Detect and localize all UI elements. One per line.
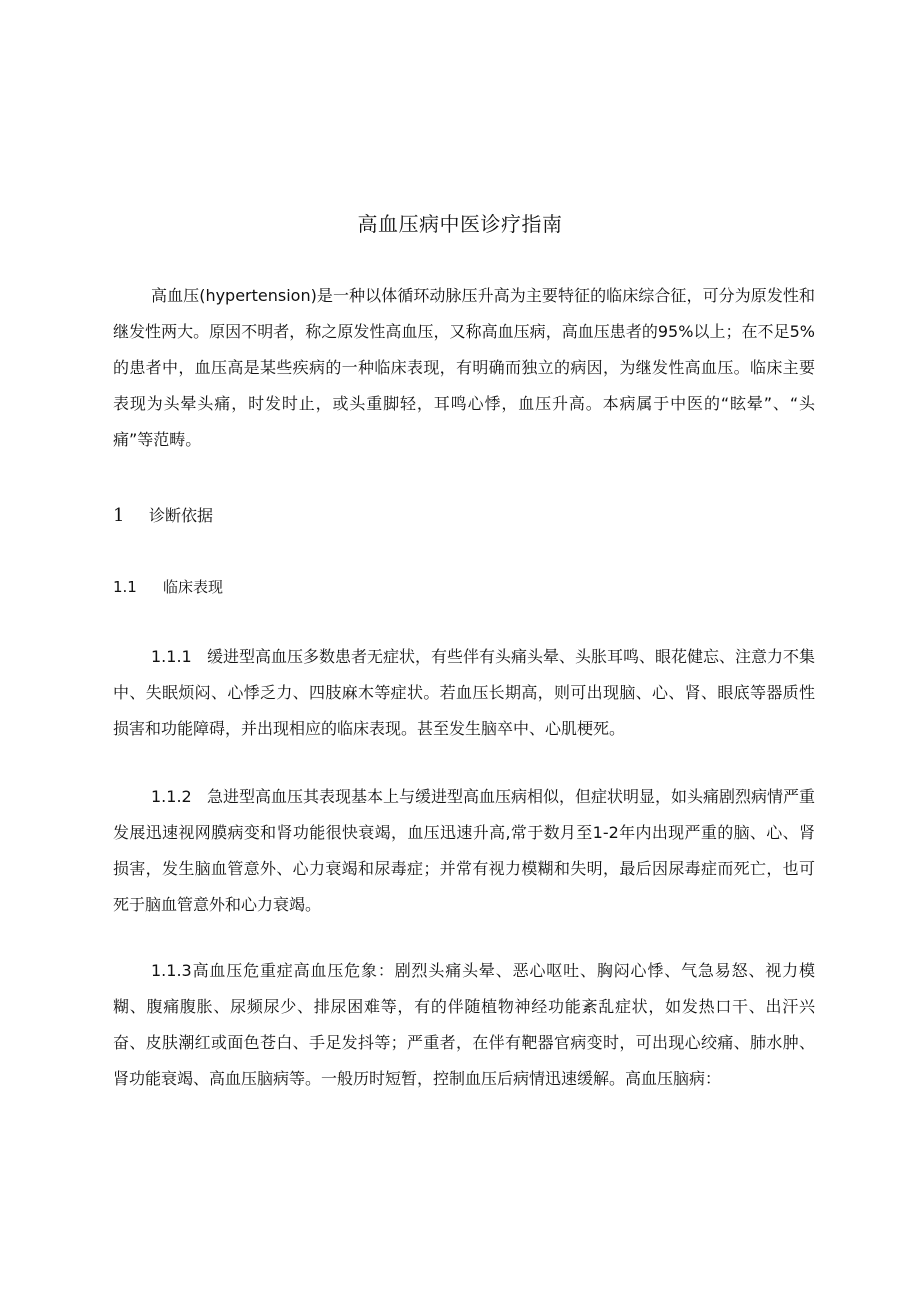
- intro-paragraph: 高血压(hypertension)是一种以体循环动脉压升高为主要特征的临床综合征，可分为原发性和继发性两大。原因不明者，称之原发性高血压，又称高血压病，高血压患者的95%以上；在不足5%的患者中，血压高是某些疾病的一种临床表现，有明确而独立的病因，为继发性高血压。临床主要表现为头晕头痛，时发时止，或头重脚轻，耳鸣心悸，血压升高。本病属于中医的“眩晕”、“头痛”等范畴。: [113, 286, 815, 449]
- section-1-heading: [113, 500, 213, 532]
- item-1-1-2: [113, 779, 815, 923]
- document-title: 高血压病中医诊疗指南: [357, 212, 563, 236]
- section-1-1-heading: [113, 572, 223, 602]
- item-1-1-1-number: 1.1.1: [151, 647, 192, 666]
- item-1-1-3-number: 1.1.3: [151, 961, 192, 980]
- section-1-1-title: 临床表现: [163, 578, 224, 596]
- item-1-1-3-text: 高血压危重症高血压危象：剧烈头痛头晕、恶心呕吐、胸闷心悸、气急易怒、视力模糊、腹痛腹胀、尿频尿少、排尿困难等，有的伴随植物神经功能紊乱症状，如发热口干、出汗兴奋、皮肤潮红或面色苍白、手足发抖等；严重者，在伴有靶器官病变时，可出现心绞痛、肺水肿、肾功能衰竭、高血压脑病等。一般历时短暂，控制血压后病情迅速缓解。高血压脑病：: [113, 961, 815, 1088]
- item-1-1-1: [113, 639, 815, 747]
- item-1-1-1-text: 缓进型高血压多数患者无症状，有些伴有头痛头晕、头胀耳鸣、眼花健忘、注意力不集中、失眠烦闷、心悸乏力、四肢麻木等症状。若血压长期高，则可出现脑、心、肾、眼底等器质性损害和功能障碍，并出现相应的临床表现。甚至发生脑卒中、心肌梗死。: [113, 647, 816, 738]
- section-1-number: 1: [113, 505, 125, 526]
- section-1-title: 诊断依据: [149, 506, 214, 525]
- item-1-1-2-text: 急进型高血压其表现基本上与缓进型高血压病相似，但症状明显，如头痛剧烈病情严重发展迅速视网膜病变和肾功能很快衰竭，血压迅速升高,常于数月至1-2年内出现严重的脑、心、肾损害，发生脑血管意外、心力衰竭和尿毒症；并常有视力模糊和失明，最后因尿毒症而死亡，也可死于脑血管意外和心力衰竭。: [113, 787, 816, 914]
- section-1-1-number: 1.1: [113, 578, 137, 596]
- item-1-1-3: [113, 953, 815, 1097]
- item-1-1-2-number: 1.1.2: [151, 787, 192, 806]
